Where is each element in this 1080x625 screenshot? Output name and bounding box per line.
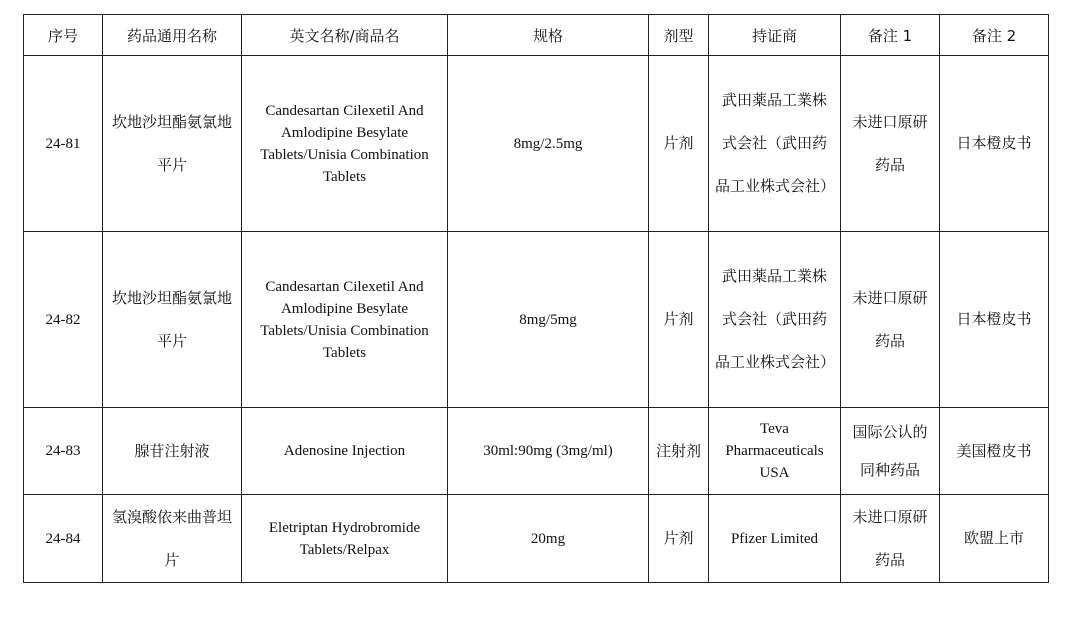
drug-list-table <box>23 14 1049 583</box>
table-header-row <box>24 15 1049 56</box>
cell-note-1: 国际公认的同种药品 <box>841 408 940 495</box>
cell-holder: 武田薬品工業株式会社（武田药品工业株式会社） <box>709 232 841 408</box>
cell-generic-name: 腺苷注射液 <box>103 408 242 495</box>
cell-note-1: 未进口原研药品 <box>841 56 940 232</box>
cell-english-name: Candesartan Cilexetil And Amlodipine Besylate Tablets/Unisia Combination Tablets <box>242 232 448 408</box>
cell-serial: 24-82 <box>24 232 103 408</box>
cell-holder: Pfizer Limited <box>709 495 841 583</box>
cell-generic-name: 坎地沙坦酯氨氯地平片 <box>103 232 242 408</box>
cell-note-2: 欧盟上市 <box>940 495 1049 583</box>
cell-holder: 武田薬品工業株式会社（武田药品工业株式会社） <box>709 56 841 232</box>
cell-generic-name: 氢溴酸依来曲普坦片 <box>103 495 242 583</box>
table-row <box>24 56 1049 232</box>
table-row <box>24 408 1049 495</box>
cell-spec: 8mg/5mg <box>448 232 649 408</box>
cell-dosage-form: 片剂 <box>649 56 709 232</box>
cell-note-2: 日本橙皮书 <box>940 232 1049 408</box>
cell-note-2: 日本橙皮书 <box>940 56 1049 232</box>
header-spec: 规格 <box>448 15 649 56</box>
cell-spec: 30ml:90mg (3mg/ml) <box>448 408 649 495</box>
cell-english-name: Eletriptan Hydrobromide Tablets/Relpax <box>242 495 448 583</box>
cell-serial: 24-81 <box>24 56 103 232</box>
table-row <box>24 232 1049 408</box>
cell-note-1: 未进口原研药品 <box>841 495 940 583</box>
cell-serial: 24-83 <box>24 408 103 495</box>
cell-holder: Teva Pharmaceuticals USA <box>709 408 841 495</box>
cell-dosage-form: 片剂 <box>649 495 709 583</box>
header-dosage-form: 剂型 <box>649 15 709 56</box>
header-note-2: 备注 2 <box>940 15 1049 56</box>
cell-english-name: Adenosine Injection <box>242 408 448 495</box>
header-serial: 序号 <box>24 15 103 56</box>
cell-english-name: Candesartan Cilexetil And Amlodipine Besylate Tablets/Unisia Combination Tablets <box>242 56 448 232</box>
table-row <box>24 495 1049 583</box>
cell-spec: 20mg <box>448 495 649 583</box>
cell-note-2: 美国橙皮书 <box>940 408 1049 495</box>
cell-generic-name: 坎地沙坦酯氨氯地平片 <box>103 56 242 232</box>
cell-dosage-form: 片剂 <box>649 232 709 408</box>
header-english-name: 英文名称/商品名 <box>242 15 448 56</box>
cell-serial: 24-84 <box>24 495 103 583</box>
header-generic-name: 药品通用名称 <box>103 15 242 56</box>
cell-dosage-form: 注射剂 <box>649 408 709 495</box>
header-note-1: 备注 1 <box>841 15 940 56</box>
cell-note-1: 未进口原研药品 <box>841 232 940 408</box>
header-holder: 持证商 <box>709 15 841 56</box>
cell-spec: 8mg/2.5mg <box>448 56 649 232</box>
